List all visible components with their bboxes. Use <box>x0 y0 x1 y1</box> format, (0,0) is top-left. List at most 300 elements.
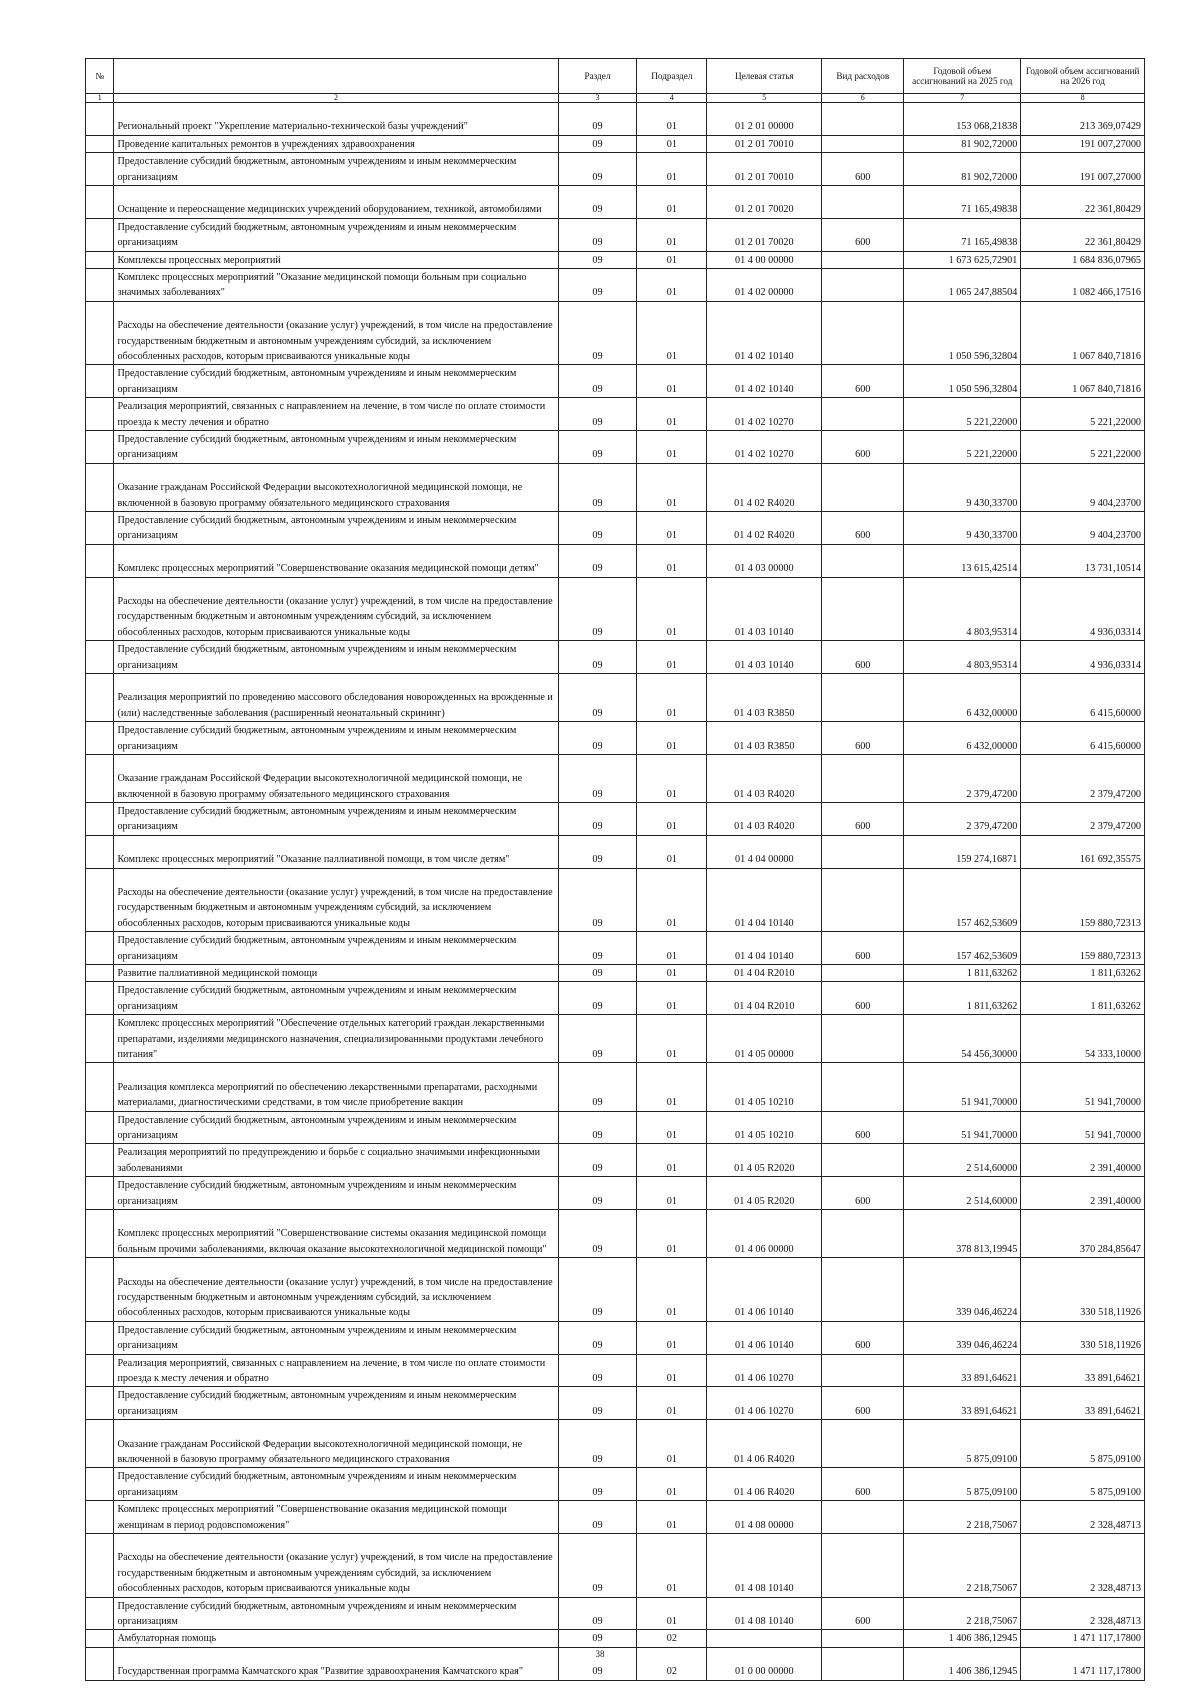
row-y2026-cell: 2 328,48713 <box>1021 1533 1145 1597</box>
row-razdel-cell: 09 <box>558 1111 637 1144</box>
row-vid-cell: 600 <box>822 1468 904 1501</box>
table-row <box>86 1258 1145 1322</box>
row-target-cell: 01 4 00 00000 <box>707 251 822 268</box>
row-y2026-cell: 1 811,63262 <box>1021 982 1145 1015</box>
row-name-cell: Комплексы процессных мероприятий <box>114 251 558 268</box>
table-row <box>86 722 1145 755</box>
table-row <box>86 463 1145 511</box>
column-number: 5 <box>707 94 822 103</box>
row-podrazdel-cell: 01 <box>637 673 707 721</box>
budget-sheet <box>85 58 1145 1681</box>
row-vid-cell <box>822 1501 904 1534</box>
table-row <box>86 301 1145 365</box>
row-vid-cell <box>822 754 904 802</box>
row-razdel-cell: 09 <box>558 932 637 965</box>
row-vid-cell <box>822 135 904 152</box>
row-podrazdel-cell: 01 <box>637 754 707 802</box>
row-podrazdel-cell: 02 <box>637 1630 707 1647</box>
row-razdel-cell: 09 <box>558 1420 637 1468</box>
table-header-row <box>86 59 1145 94</box>
table-row <box>86 544 1145 577</box>
row-vid-cell: 600 <box>822 1597 904 1630</box>
row-y2026-cell: 1 082 466,17516 <box>1021 268 1145 301</box>
row-target-cell <box>707 1630 822 1647</box>
row-target-cell: 01 4 03 00000 <box>707 544 822 577</box>
row-y2026-cell: 6 415,60000 <box>1021 673 1145 721</box>
row-no-cell <box>86 103 114 136</box>
row-y2025-cell: 1 811,63262 <box>904 965 1021 982</box>
row-podrazdel-cell: 01 <box>637 1111 707 1144</box>
table-row <box>86 1354 1145 1387</box>
row-vid-cell <box>822 463 904 511</box>
row-podrazdel-cell: 01 <box>637 430 707 463</box>
header-name <box>114 59 558 94</box>
row-target-cell: 01 2 01 70010 <box>707 153 822 186</box>
row-no-cell <box>86 1111 114 1144</box>
row-y2025-cell: 2 379,47200 <box>904 754 1021 802</box>
row-y2025-cell: 1 065 247,88504 <box>904 268 1021 301</box>
row-razdel-cell: 09 <box>558 268 637 301</box>
row-y2026-cell: 6 415,60000 <box>1021 722 1145 755</box>
row-y2026-cell: 1 684 836,07965 <box>1021 251 1145 268</box>
row-no-cell <box>86 1144 114 1177</box>
row-vid-cell: 600 <box>822 1111 904 1144</box>
row-podrazdel-cell: 01 <box>637 251 707 268</box>
header-y2026: Годовой объем ассигнований на 2026 год <box>1021 59 1145 94</box>
row-razdel-cell: 09 <box>558 835 637 868</box>
table-row <box>86 218 1145 251</box>
row-target-cell: 01 4 04 10140 <box>707 932 822 965</box>
row-target-cell: 01 4 06 00000 <box>707 1210 822 1258</box>
row-y2026-cell: 330 518,11926 <box>1021 1321 1145 1354</box>
row-target-cell: 01 4 02 00000 <box>707 268 822 301</box>
row-vid-cell <box>822 185 904 218</box>
row-razdel-cell: 09 <box>558 1354 637 1387</box>
row-no-cell <box>86 544 114 577</box>
row-name-cell: Комплекс процессных мероприятий "Совершенствование оказания медицинской помощи женщинам в период родовспоможения" <box>114 1501 558 1534</box>
row-name-cell: Оказание гражданам Российской Федерации высокотехнологичной медицинской помощи, не включенной в базовую программу обязательного медицинского страхования <box>114 463 558 511</box>
row-y2026-cell: 51 941,70000 <box>1021 1111 1145 1144</box>
table-row <box>86 251 1145 268</box>
row-no-cell <box>86 511 114 544</box>
row-razdel-cell: 09 <box>558 135 637 152</box>
row-vid-cell <box>822 398 904 431</box>
row-name-cell: Предоставление субсидий бюджетным, автономным учреждениям и иным некоммерческим организациям <box>114 1597 558 1630</box>
row-podrazdel-cell: 01 <box>637 1063 707 1111</box>
row-no-cell <box>86 577 114 641</box>
row-razdel-cell: 09 <box>558 430 637 463</box>
row-name-cell: Региональный проект "Укрепление материально-технической базы учреждений" <box>114 103 558 136</box>
row-podrazdel-cell: 01 <box>637 463 707 511</box>
row-no-cell <box>86 1597 114 1630</box>
table-row <box>86 135 1145 152</box>
row-razdel-cell: 09 <box>558 1144 637 1177</box>
row-target-cell: 01 4 06 R4020 <box>707 1468 822 1501</box>
row-name-cell: Предоставление субсидий бюджетным, автономным учреждениям и иным некоммерческим организациям <box>114 511 558 544</box>
row-vid-cell: 600 <box>822 153 904 186</box>
row-no-cell <box>86 398 114 431</box>
row-y2026-cell: 54 333,10000 <box>1021 1015 1145 1063</box>
column-number: 6 <box>822 94 904 103</box>
row-vid-cell <box>822 1258 904 1322</box>
row-razdel-cell: 09 <box>558 365 637 398</box>
row-no-cell <box>86 1258 114 1322</box>
row-y2026-cell: 5 221,22000 <box>1021 430 1145 463</box>
row-podrazdel-cell: 01 <box>637 1501 707 1534</box>
table-row <box>86 803 1145 836</box>
row-razdel-cell: 09 <box>558 803 637 836</box>
row-no-cell <box>86 965 114 982</box>
table-row <box>86 982 1145 1015</box>
row-podrazdel-cell: 01 <box>637 1144 707 1177</box>
header-target: Целевая статья <box>707 59 822 94</box>
row-no-cell <box>86 1533 114 1597</box>
row-target-cell: 01 4 06 10270 <box>707 1387 822 1420</box>
row-razdel-cell: 09 <box>558 398 637 431</box>
row-target-cell: 01 2 01 70020 <box>707 185 822 218</box>
row-y2026-cell: 191 007,27000 <box>1021 153 1145 186</box>
row-target-cell: 01 4 06 10140 <box>707 1258 822 1322</box>
row-target-cell: 01 4 03 R4020 <box>707 803 822 836</box>
row-razdel-cell: 09 <box>558 1063 637 1111</box>
table-row <box>86 153 1145 186</box>
row-no-cell <box>86 803 114 836</box>
row-razdel-cell: 09 <box>558 1501 637 1534</box>
row-y2025-cell: 378 813,19945 <box>904 1210 1021 1258</box>
row-target-cell: 01 4 05 10210 <box>707 1111 822 1144</box>
row-podrazdel-cell: 01 <box>637 153 707 186</box>
table-row <box>86 1597 1145 1630</box>
row-vid-cell <box>822 868 904 932</box>
row-podrazdel-cell: 01 <box>637 103 707 136</box>
row-no-cell <box>86 251 114 268</box>
row-podrazdel-cell: 01 <box>637 1177 707 1210</box>
row-no-cell <box>86 722 114 755</box>
row-target-cell: 01 4 03 10140 <box>707 577 822 641</box>
row-name-cell: Оказание гражданам Российской Федерации высокотехнологичной медицинской помощи, не включенной в базовую программу обязательного медицинского страхования <box>114 754 558 802</box>
table-row <box>86 430 1145 463</box>
row-razdel-cell: 09 <box>558 511 637 544</box>
row-vid-cell <box>822 1533 904 1597</box>
row-vid-cell: 600 <box>822 365 904 398</box>
row-no-cell <box>86 1321 114 1354</box>
row-podrazdel-cell: 01 <box>637 577 707 641</box>
row-y2026-cell: 9 404,23700 <box>1021 511 1145 544</box>
row-y2026-cell: 2 391,40000 <box>1021 1144 1145 1177</box>
row-name-cell: Государственная программа Камчатского края "Развитие здравоохранения Камчатского края" <box>114 1647 558 1680</box>
row-razdel-cell: 09 <box>558 1468 637 1501</box>
row-podrazdel-cell: 01 <box>637 218 707 251</box>
table-row <box>86 1501 1145 1534</box>
row-name-cell: Комплекс процессных мероприятий "Обеспечение отдельных категорий граждан лекарственными препаратами, изделиями медицинского назначения, специализированными продуктами лечебного питания" <box>114 1015 558 1063</box>
row-name-cell: Предоставление субсидий бюджетным, автономным учреждениям и иным некоммерческим организациям <box>114 153 558 186</box>
row-name-cell: Предоставление субсидий бюджетным, автономным учреждениям и иным некоммерческим организациям <box>114 932 558 965</box>
row-vid-cell <box>822 103 904 136</box>
row-target-cell: 01 4 02 10270 <box>707 430 822 463</box>
row-podrazdel-cell: 01 <box>637 1354 707 1387</box>
row-target-cell: 01 4 03 R4020 <box>707 754 822 802</box>
column-number: 8 <box>1021 94 1145 103</box>
row-no-cell <box>86 463 114 511</box>
table-row <box>86 1144 1145 1177</box>
row-razdel-cell: 09 <box>558 641 637 674</box>
row-vid-cell <box>822 544 904 577</box>
row-vid-cell: 600 <box>822 1387 904 1420</box>
row-vid-cell <box>822 1144 904 1177</box>
row-podrazdel-cell: 01 <box>637 135 707 152</box>
row-y2026-cell: 4 936,03314 <box>1021 577 1145 641</box>
row-y2026-cell: 191 007,27000 <box>1021 135 1145 152</box>
row-vid-cell <box>822 1210 904 1258</box>
row-podrazdel-cell: 01 <box>637 982 707 1015</box>
row-target-cell: 01 4 06 R4020 <box>707 1420 822 1468</box>
row-target-cell: 01 4 06 10270 <box>707 1354 822 1387</box>
column-number: 1 <box>86 94 114 103</box>
row-podrazdel-cell: 01 <box>637 1533 707 1597</box>
row-vid-cell: 600 <box>822 722 904 755</box>
row-name-cell: Предоставление субсидий бюджетным, автономным учреждениям и иным некоммерческим организациям <box>114 641 558 674</box>
table-row <box>86 1111 1145 1144</box>
row-y2026-cell: 161 692,35575 <box>1021 835 1145 868</box>
row-no-cell <box>86 1630 114 1647</box>
table-row <box>86 103 1145 136</box>
row-vid-cell <box>822 673 904 721</box>
row-target-cell: 01 4 08 10140 <box>707 1597 822 1630</box>
row-y2025-cell: 6 432,00000 <box>904 722 1021 755</box>
row-y2025-cell: 9 430,33700 <box>904 511 1021 544</box>
row-podrazdel-cell: 01 <box>637 1420 707 1468</box>
row-target-cell: 01 4 02 R4020 <box>707 511 822 544</box>
row-razdel-cell: 09 <box>558 577 637 641</box>
row-y2026-cell: 2 328,48713 <box>1021 1501 1145 1534</box>
row-y2026-cell: 5 875,09100 <box>1021 1420 1145 1468</box>
row-vid-cell <box>822 1063 904 1111</box>
row-target-cell: 01 4 04 R2010 <box>707 965 822 982</box>
row-y2026-cell: 159 880,72313 <box>1021 932 1145 965</box>
row-y2026-cell: 22 361,80429 <box>1021 185 1145 218</box>
row-y2025-cell: 2 379,47200 <box>904 803 1021 836</box>
row-name-cell: Предоставление субсидий бюджетным, автономным учреждениям и иным некоммерческим организациям <box>114 430 558 463</box>
row-razdel-cell: 09 <box>558 1258 637 1322</box>
row-y2025-cell: 1 050 596,32804 <box>904 365 1021 398</box>
table-row <box>86 835 1145 868</box>
row-name-cell: Предоставление субсидий бюджетным, автономным учреждениям и иным некоммерческим организациям <box>114 722 558 755</box>
row-podrazdel-cell: 01 <box>637 803 707 836</box>
table-row <box>86 1210 1145 1258</box>
row-y2026-cell: 2 379,47200 <box>1021 754 1145 802</box>
header-no: № <box>86 59 114 94</box>
row-podrazdel-cell: 01 <box>637 1210 707 1258</box>
row-name-cell: Расходы на обеспечение деятельности (оказание услуг) учреждений, в том числе на предоставление государственным бюджетным и автономным учреждениям субсидий, за исключением обособленных расходов, которым присваиваются уникальные коды <box>114 868 558 932</box>
row-name-cell: Комплекс процессных мероприятий "Оказание медицинской помощи больным при социально значимых заболеваниях" <box>114 268 558 301</box>
row-y2025-cell: 1 811,63262 <box>904 982 1021 1015</box>
row-y2026-cell: 4 936,03314 <box>1021 641 1145 674</box>
row-name-cell: Расходы на обеспечение деятельности (оказание услуг) учреждений, в том числе на предоставление государственным бюджетным и автономным учреждениям субсидий, за исключением обособленных расходов, которым присваиваются уникальные коды <box>114 1258 558 1322</box>
row-razdel-cell: 09 <box>558 722 637 755</box>
row-y2026-cell: 33 891,64621 <box>1021 1387 1145 1420</box>
row-y2025-cell: 2 514,60000 <box>904 1144 1021 1177</box>
column-number-row <box>86 94 1145 103</box>
row-target-cell: 01 2 01 00000 <box>707 103 822 136</box>
table-row <box>86 1177 1145 1210</box>
row-target-cell: 01 4 02 10140 <box>707 301 822 365</box>
row-no-cell <box>86 1210 114 1258</box>
header-razdel: Раздел <box>558 59 637 94</box>
row-name-cell: Комплекс процессных мероприятий "Совершенствование системы оказания медицинской помощи больным прочими заболеваниями, включая оказание высокотехнологичной медицинской помощи" <box>114 1210 558 1258</box>
row-podrazdel-cell: 01 <box>637 365 707 398</box>
row-vid-cell: 600 <box>822 218 904 251</box>
row-name-cell: Расходы на обеспечение деятельности (оказание услуг) учреждений, в том числе на предоставление государственным бюджетным и автономным учреждениям субсидий, за исключением обособленных расходов, которым присваиваются уникальные коды <box>114 301 558 365</box>
table-row <box>86 1420 1145 1468</box>
row-no-cell <box>86 153 114 186</box>
row-target-cell: 01 4 03 10140 <box>707 641 822 674</box>
row-razdel-cell: 09 <box>558 1321 637 1354</box>
row-y2026-cell: 370 284,85647 <box>1021 1210 1145 1258</box>
table-row <box>86 511 1145 544</box>
row-vid-cell <box>822 1015 904 1063</box>
row-target-cell: 01 4 05 00000 <box>707 1015 822 1063</box>
table-body <box>86 103 1145 1681</box>
row-y2026-cell: 1 811,63262 <box>1021 965 1145 982</box>
row-no-cell <box>86 218 114 251</box>
row-name-cell: Оказание гражданам Российской Федерации высокотехнологичной медицинской помощи, не включенной в базовую программу обязательного медицинского страхования <box>114 1420 558 1468</box>
row-target-cell: 01 4 02 10140 <box>707 365 822 398</box>
column-number: 2 <box>114 94 558 103</box>
row-y2025-cell: 81 902,72000 <box>904 153 1021 186</box>
row-no-cell <box>86 641 114 674</box>
row-y2025-cell: 5 221,22000 <box>904 398 1021 431</box>
column-number: 3 <box>558 94 637 103</box>
row-name-cell: Реализация мероприятий по предупреждению и борьбе с социально значимыми инфекционными заболеваниями <box>114 1144 558 1177</box>
row-no-cell <box>86 1468 114 1501</box>
row-y2025-cell: 153 068,21838 <box>904 103 1021 136</box>
row-name-cell: Развитие паллиативной медицинской помощи <box>114 965 558 982</box>
row-razdel-cell: 09 <box>558 868 637 932</box>
row-target-cell: 01 4 04 10140 <box>707 868 822 932</box>
row-y2025-cell: 4 803,95314 <box>904 577 1021 641</box>
table-row <box>86 1063 1145 1111</box>
row-no-cell <box>86 1015 114 1063</box>
row-razdel-cell: 09 <box>558 463 637 511</box>
row-no-cell <box>86 1420 114 1468</box>
row-name-cell: Реализация мероприятий, связанных с направлением на лечение, в том числе по оплате стоимости проезда к месту лечения и обратно <box>114 398 558 431</box>
row-razdel-cell: 09 <box>558 103 637 136</box>
row-podrazdel-cell: 01 <box>637 398 707 431</box>
row-target-cell: 01 4 08 00000 <box>707 1501 822 1534</box>
row-target-cell: 01 4 02 10270 <box>707 398 822 431</box>
row-razdel-cell: 09 <box>558 673 637 721</box>
table-row <box>86 1321 1145 1354</box>
row-vid-cell <box>822 1630 904 1647</box>
row-podrazdel-cell: 01 <box>637 965 707 982</box>
row-y2025-cell: 5 221,22000 <box>904 430 1021 463</box>
row-razdel-cell: 09 <box>558 965 637 982</box>
row-vid-cell: 600 <box>822 803 904 836</box>
row-y2026-cell: 1 471 117,17800 <box>1021 1630 1145 1647</box>
row-razdel-cell: 09 <box>558 218 637 251</box>
row-y2026-cell: 2 391,40000 <box>1021 1177 1145 1210</box>
row-y2025-cell: 13 615,42514 <box>904 544 1021 577</box>
row-y2026-cell: 33 891,64621 <box>1021 1354 1145 1387</box>
row-y2026-cell: 1 067 840,71816 <box>1021 301 1145 365</box>
row-y2025-cell: 51 941,70000 <box>904 1111 1021 1144</box>
row-target-cell: 01 0 00 00000 <box>707 1647 822 1680</box>
row-name-cell: Комплекс процессных мероприятий "Совершенствование оказания медицинской помощи детям" <box>114 544 558 577</box>
row-y2025-cell: 1 673 625,72901 <box>904 251 1021 268</box>
row-razdel-cell: 09 <box>558 251 637 268</box>
row-target-cell: 01 4 04 R2010 <box>707 982 822 1015</box>
row-podrazdel-cell: 01 <box>637 1468 707 1501</box>
row-no-cell <box>86 932 114 965</box>
row-y2025-cell: 1 406 386,12945 <box>904 1630 1021 1647</box>
row-y2026-cell: 2 328,48713 <box>1021 1597 1145 1630</box>
row-no-cell <box>86 365 114 398</box>
row-y2025-cell: 157 462,53609 <box>904 932 1021 965</box>
row-vid-cell <box>822 1420 904 1468</box>
row-name-cell: Предоставление субсидий бюджетным, автономным учреждениям и иным некоммерческим организациям <box>114 803 558 836</box>
row-y2026-cell: 13 731,10514 <box>1021 544 1145 577</box>
row-podrazdel-cell: 01 <box>637 511 707 544</box>
row-razdel-cell: 09 <box>558 185 637 218</box>
row-y2026-cell: 213 369,07429 <box>1021 103 1145 136</box>
row-y2025-cell: 339 046,46224 <box>904 1258 1021 1322</box>
row-razdel-cell: 09 <box>558 1015 637 1063</box>
table-row <box>86 868 1145 932</box>
page-number: 38 <box>595 1649 605 1659</box>
table-row <box>86 965 1145 982</box>
row-y2025-cell: 5 875,09100 <box>904 1468 1021 1501</box>
row-razdel-cell: 09 <box>558 754 637 802</box>
row-target-cell: 01 4 08 10140 <box>707 1533 822 1597</box>
row-no-cell <box>86 673 114 721</box>
row-no-cell <box>86 982 114 1015</box>
row-y2025-cell: 4 803,95314 <box>904 641 1021 674</box>
budget-table <box>85 58 1145 1681</box>
row-podrazdel-cell: 01 <box>637 268 707 301</box>
header-podrazdel: Подраздел <box>637 59 707 94</box>
row-podrazdel-cell: 02 <box>637 1647 707 1680</box>
row-name-cell: Проведение капитальных ремонтов в учреждениях здравоохранения <box>114 135 558 152</box>
row-no-cell <box>86 301 114 365</box>
row-vid-cell <box>822 577 904 641</box>
row-y2026-cell: 330 518,11926 <box>1021 1258 1145 1322</box>
row-vid-cell <box>822 1354 904 1387</box>
row-razdel-cell: 09 <box>558 153 637 186</box>
table-row <box>86 185 1145 218</box>
row-vid-cell: 600 <box>822 932 904 965</box>
row-name-cell: Предоставление субсидий бюджетным, автономным учреждениям и иным некоммерческим организациям <box>114 1468 558 1501</box>
row-razdel-cell: 09 <box>558 301 637 365</box>
row-podrazdel-cell: 01 <box>637 868 707 932</box>
row-target-cell: 01 2 01 70020 <box>707 218 822 251</box>
row-razdel-cell: 09 <box>558 1210 637 1258</box>
row-no-cell <box>86 135 114 152</box>
row-target-cell: 01 4 05 R2020 <box>707 1144 822 1177</box>
row-y2025-cell: 1 050 596,32804 <box>904 301 1021 365</box>
row-razdel-cell: 09 <box>558 1630 637 1647</box>
row-vid-cell <box>822 268 904 301</box>
table-row <box>86 932 1145 965</box>
row-name-cell: Предоставление субсидий бюджетным, автономным учреждениям и иным некоммерческим организациям <box>114 1177 558 1210</box>
row-razdel-cell: 09 <box>558 1597 637 1630</box>
row-podrazdel-cell: 01 <box>637 722 707 755</box>
row-razdel-cell: 09 <box>558 1387 637 1420</box>
row-y2025-cell: 33 891,64621 <box>904 1354 1021 1387</box>
row-podrazdel-cell: 01 <box>637 835 707 868</box>
row-no-cell <box>86 1354 114 1387</box>
row-name-cell: Расходы на обеспечение деятельности (оказание услуг) учреждений, в том числе на предоставление государственным бюджетным и автономным учреждениям субсидий, за исключением обособленных расходов, которым присваиваются уникальные коды <box>114 577 558 641</box>
row-target-cell: 01 4 04 00000 <box>707 835 822 868</box>
